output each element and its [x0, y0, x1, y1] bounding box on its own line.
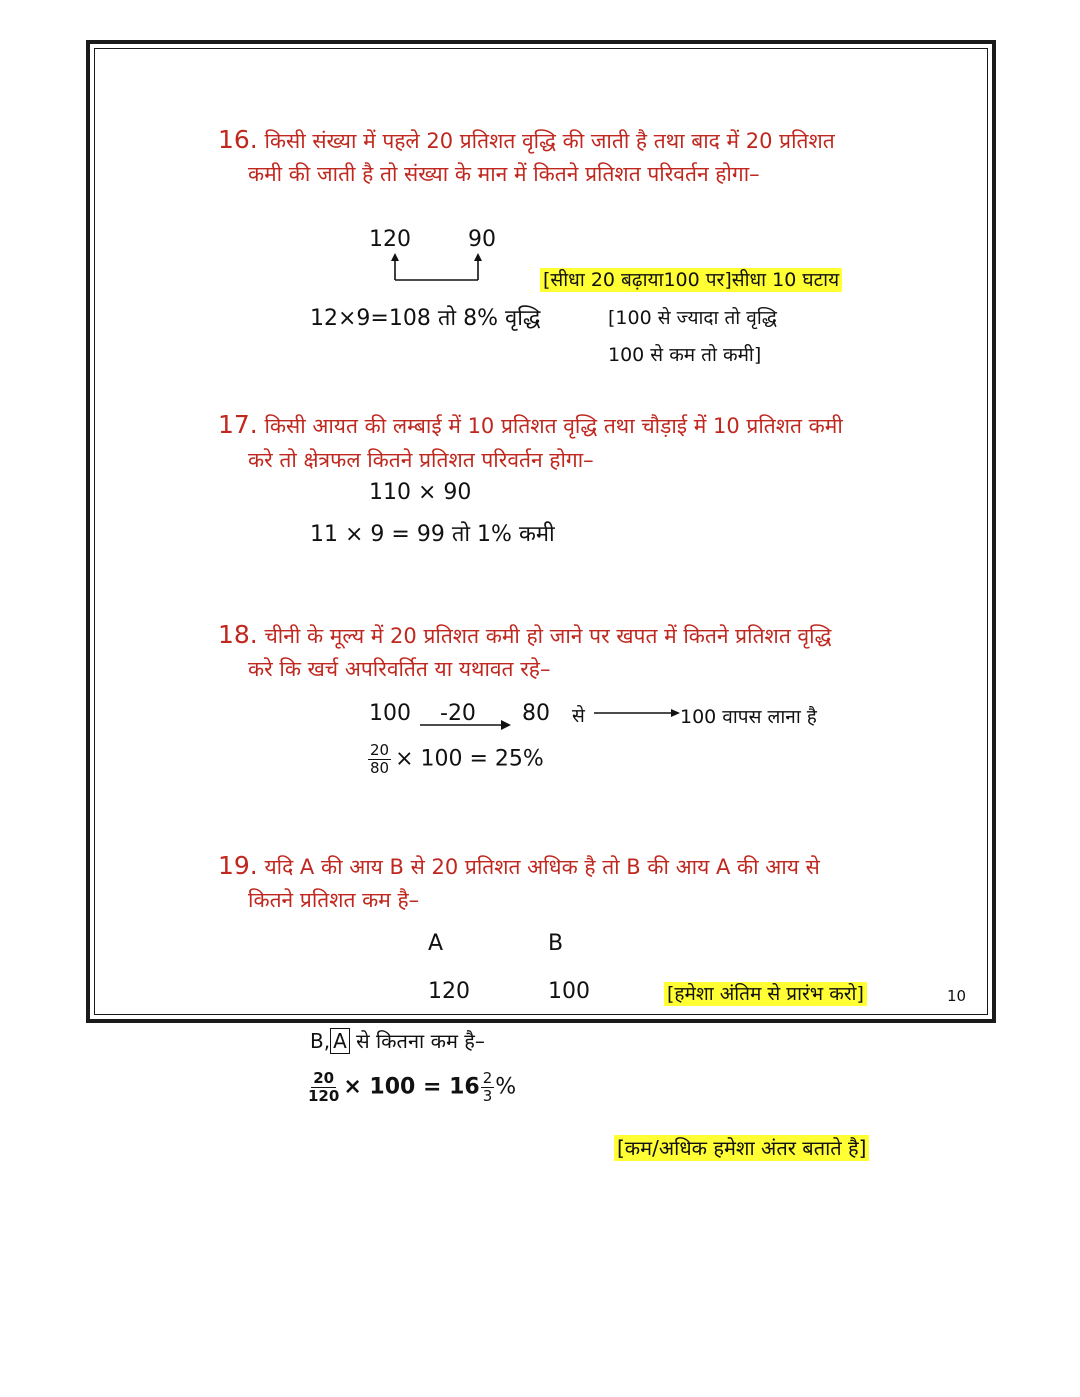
q18-calc-rest: × 100 = 25%	[395, 746, 544, 772]
q19-note2-wrap	[614, 1134, 869, 1161]
q16-value-b: 90	[468, 227, 496, 252]
q19-percent: %	[495, 1074, 517, 1100]
q16-note-highlight-wrap	[540, 266, 842, 292]
q19-compare-a-boxed: A	[330, 1028, 350, 1054]
q16-connector-arrows	[380, 252, 490, 290]
q19-text-post: की आय से	[730, 855, 820, 879]
q19-mixed-denominator: 3	[482, 1087, 493, 1105]
q19-text-mid3: की आय	[640, 855, 716, 879]
q19-line1	[218, 851, 820, 881]
q18-change-arrow	[418, 718, 514, 732]
q17-calculation-1: 110 × 90	[369, 480, 472, 505]
q19-note1-wrap	[664, 980, 867, 1006]
q18-fraction-numerator: 20	[370, 741, 390, 759]
q19-col-a-label: A	[428, 931, 444, 956]
q19-fraction	[308, 1070, 339, 1105]
q16-note-line2: 100 से कम तो कमी]	[608, 344, 762, 366]
q16-line1	[218, 125, 835, 155]
q19-compare-b: B,	[310, 1029, 331, 1053]
q18-text-line2: करे कि खर्च अपरिवर्तित या यथावत रहे–	[248, 657, 551, 681]
q19-fraction-calculation	[308, 1070, 516, 1105]
q18-fraction-calculation	[368, 742, 544, 777]
q19-col-b-value: 100	[548, 979, 590, 1004]
q18-line1	[218, 620, 831, 650]
q18-fraction-denominator: 80	[370, 759, 390, 777]
q19-col-b-label: B	[548, 931, 564, 956]
q18-back-text: 100 वापस लाना है	[680, 706, 817, 728]
q19-text-a1: A	[299, 855, 315, 879]
q19-mixed-numerator: 2	[482, 1069, 493, 1087]
q16-note-highlight: [सीधा 20 बढ़ाया100 पर]सीधा 10 घटाय	[540, 268, 842, 292]
q19-mixed-fraction	[481, 1070, 495, 1105]
q19-text-b1: B	[389, 855, 404, 879]
q19-compare-line	[310, 1027, 485, 1054]
q16-calculation: 12×9=108 तो 8% वृद्धि	[310, 306, 541, 331]
q18-fraction	[368, 742, 391, 777]
q17-line1	[218, 410, 843, 440]
q18-result-value: 80	[522, 701, 550, 726]
q19-text-line2: कितने प्रतिशत कम है–	[248, 888, 420, 912]
q19-compare-text: से कितना कम है–	[349, 1029, 485, 1053]
q18-change-value: -20	[440, 701, 476, 726]
q16-text-line2: कमी की जाती है तो संख्या के मान में कितने प्रतिशत परिवर्तन होगा–	[248, 162, 760, 186]
q17-text-line2: करे तो क्षेत्रफल कितने प्रतिशत परिवर्तन होगा–	[248, 448, 594, 472]
q19-note1: [हमेशा अंतिम से प्रारंभ करो]	[664, 982, 867, 1006]
q16-text-line1: किसी संख्या में पहले 20 प्रतिशत वृद्धि की जाती है तथा बाद में 20 प्रतिशत	[264, 129, 835, 153]
q19-text-mid1: की आय	[314, 855, 390, 879]
q19-calc-mid: × 100 = 16	[343, 1074, 480, 1100]
page-number: 10	[947, 987, 967, 1005]
q19-col-a-value: 120	[428, 979, 470, 1004]
q19-text-a2: A	[715, 855, 731, 879]
q16-note-line1: [100 से ज्यादा तो वृद्धि	[608, 307, 777, 329]
q19-fraction-numerator: 20	[313, 1069, 335, 1087]
q19-text-mid2: से 20 प्रतिशत अधिक है तो	[403, 855, 627, 879]
q18-se: से	[572, 705, 585, 727]
q16-value-a: 120	[369, 227, 411, 252]
q18-text-line1: चीनी के मूल्य में 20 प्रतिशत कमी हो जाने पर खपत में कितने प्रतिशत वृद्धि	[264, 624, 832, 648]
q16-number: 16.	[218, 125, 258, 154]
q19-text-b2: B	[626, 855, 641, 879]
q17-text-line1: किसी आयत की लम्बाई में 10 प्रतिशत वृद्धि तथा चौड़ाई में 10 प्रतिशत कमी	[264, 414, 843, 438]
q18-number: 18.	[218, 620, 258, 649]
q19-fraction-denominator: 120	[308, 1087, 340, 1105]
q19-note2: [कम/अधिक हमेशा अंतर बताते है]	[614, 1135, 869, 1161]
q18-start-value: 100	[369, 701, 411, 726]
q17-calculation-2: 11 × 9 = 99 तो 1% कमी	[310, 522, 555, 547]
q19-text-pre: यदि	[264, 855, 300, 879]
q17-number: 17.	[218, 410, 258, 439]
q18-back-arrow	[592, 706, 682, 720]
q19-number: 19.	[218, 851, 258, 880]
